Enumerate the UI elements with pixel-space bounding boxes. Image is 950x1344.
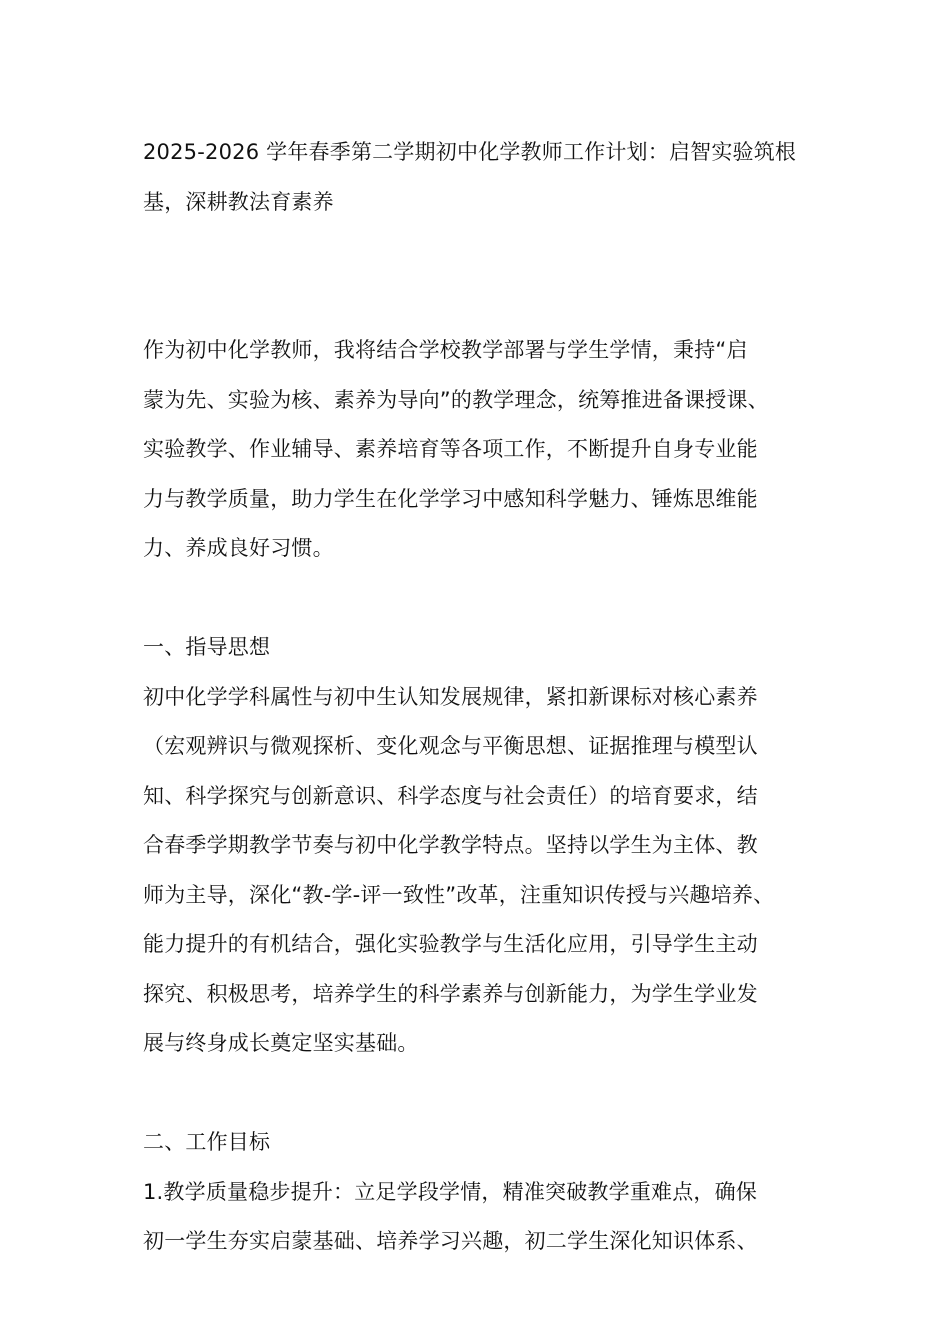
paragraph-line: 展与终身成长奠定坚实基础。 <box>143 1031 419 1055</box>
paragraph-line: 知、科学探究与创新意识、科学态度与社会责任）的培育要求，结 <box>143 783 758 808</box>
blank-line <box>143 227 815 277</box>
title-line: 2025-2026 学年春季第二学期初中化学教师工作计划：启智实验筑根 <box>143 140 797 164</box>
document-title <box>143 128 815 227</box>
title-line: 基，深耕教法育素养 <box>143 189 334 214</box>
section-work-goals <box>143 1118 815 1267</box>
paragraph-line: 师为主导，深化“教-学-评一致性”改革，注重知识传授与兴趣培养、 <box>143 882 775 907</box>
section-heading: 一、指导思想 <box>143 635 271 659</box>
section-guiding-ideology <box>143 623 815 1069</box>
paragraph-line: 初中化学学科属性与初中生认知发展规律，紧扣新课标对核心素养 <box>143 684 758 709</box>
paragraph-line: 能力提升的有机结合，强化实验教学与生活化应用，引导学生主动 <box>143 932 758 956</box>
document-body <box>143 128 815 1267</box>
paragraph-line: 探究、积极思考，培养学生的科学素养与创新能力，为学生学业发 <box>143 981 758 1006</box>
paragraph-line: 力、养成良好习惯。 <box>143 536 334 560</box>
blank-line <box>143 1069 815 1119</box>
blank-line <box>143 277 815 327</box>
paragraph-line: 实验教学、作业辅导、素养培育等各项工作，不断提升自身专业能 <box>143 437 758 461</box>
paragraph-line: 1.教学质量稳步提升：立足学段学情，精准突破教学重难点，确保 <box>143 1179 758 1204</box>
paragraph-line: （宏观辨识与微观探析、变化观念与平衡思想、证据推理与模型认 <box>143 734 758 758</box>
intro-paragraph <box>143 326 815 574</box>
paragraph-line: 力与教学质量，助力学生在化学学习中感知科学魅力、锤炼思维能 <box>143 486 758 511</box>
paragraph-line: 初一学生夯实启蒙基础、培养学习兴趣，初二学生深化知识体系、 <box>143 1229 758 1253</box>
paragraph-line: 作为初中化学教师，我将结合学校教学部署与学生学情，秉持“启 <box>143 338 748 362</box>
blank-line <box>143 574 815 624</box>
paragraph-line: 蒙为先、实验为核、素养为导向”的教学理念，统筹推进备课授课、 <box>143 387 769 412</box>
paragraph-line: 合春季学期教学节奏与初中化学教学特点。坚持以学生为主体、教 <box>143 833 758 857</box>
section-heading: 二、工作目标 <box>143 1130 271 1154</box>
